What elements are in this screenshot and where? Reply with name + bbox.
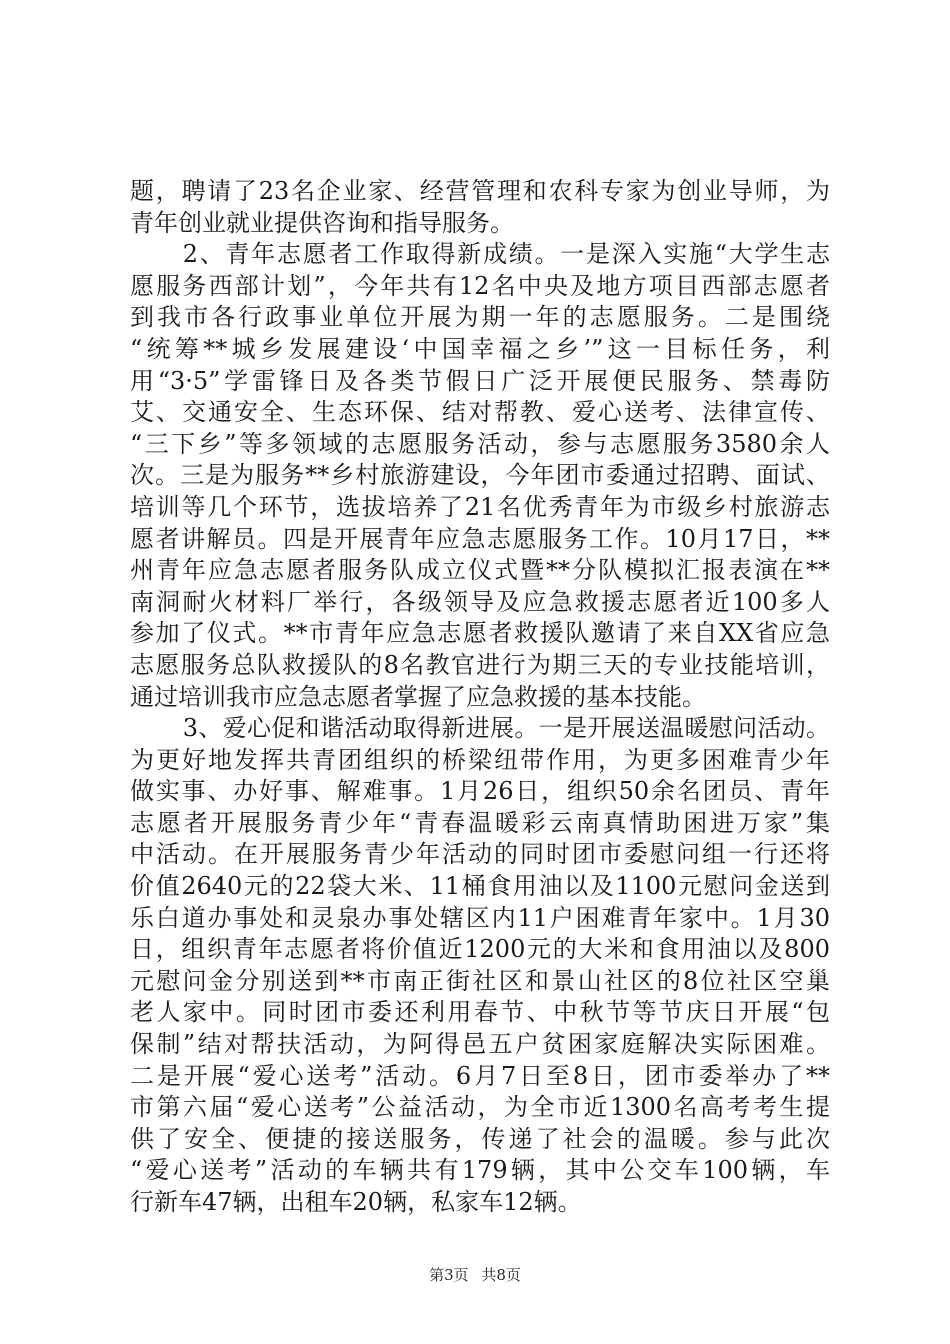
text-line: 到我市各行政事业单位开展为期一年的志愿服务。二是围绕 <box>130 303 830 332</box>
text-line: 通过培训我市应急志愿者掌握了应急救援的基本技能。 <box>130 682 706 711</box>
page-total: 共8页 <box>481 1266 521 1284</box>
text-line: 行新车47辆，出租车20辆，私家车12辆。 <box>130 1188 582 1216</box>
page-number: 第3页 <box>429 1266 469 1284</box>
text-line: 愿服务西部计划”，今年共有12名中央及地方项目西部志愿者 <box>130 271 830 300</box>
text-line: 青年创业就业提供咨询和指导服务。 <box>130 208 514 237</box>
text-line: 参加了仪式。**市青年应急志愿者救援队邀请了来自XX省应急 <box>130 619 830 648</box>
text-line: 供了安全、便捷的接送服务，传递了社会的温暖。参与此次 <box>130 1124 830 1153</box>
text-line: 二是开展“爱心送考”活动。6月7日至8日，团市委举办了** <box>130 1061 830 1090</box>
text-line: 老人家中。同时团市委还利用春节、中秋节等节庆日开展“包 <box>130 998 830 1027</box>
text-line: “统筹**城乡发展建设‘中国幸福之乡’”这一目标任务，利 <box>130 334 830 363</box>
text-line: 2、青年志愿者工作取得新成绩。一是深入实施“大学生志 <box>182 240 830 269</box>
text-line: 保制”结对帮扶活动，为阿得邑五户贫困家庭解决实际困难。 <box>130 1030 830 1059</box>
text-line: 志愿服务总队救援队的8名教官进行为期三天的专业技能培训， <box>130 650 830 679</box>
text-line: 愿者讲解员。四是开展青年应急志愿服务工作。10月17日，** <box>130 524 830 553</box>
text-line: 价值2640元的22袋大米、11桶食用油以及1100元慰问金送到 <box>130 872 830 901</box>
text-line: 志愿者开展服务青少年“青春温暖彩云南真情助困进万家”集 <box>130 808 830 837</box>
text-line: 市第六届“爱心送考”公益活动，为全市近1300名高考考生提 <box>130 1093 830 1122</box>
text-line: 中活动。在开展服务青少年活动的同时团市委慰问组一行还将 <box>130 840 830 869</box>
text-line: 乐白道办事处和灵泉办事处辖区内11户困难青年家中。1月30 <box>130 903 830 932</box>
text-line: 培训等几个环节，选拔培养了21名优秀青年为市级乡村旅游志 <box>130 492 830 521</box>
text-line: “三下乡”等多领域的志愿服务活动，参与志愿服务3580余人 <box>130 429 830 458</box>
text-line: 南洞耐火材料厂举行，各级领导及应急救援志愿者近100多人 <box>130 587 830 616</box>
text-line: 题，聘请了23名企业家、经营管理和农科专家为创业导师，为 <box>130 177 830 205</box>
page-footer <box>0 1264 950 1285</box>
text-line: 3、爱心促和谐活动取得新进展。一是开展送温暖慰问活动。 <box>182 714 830 743</box>
text-line: 艾、交通安全、生态环保、结对帮教、爱心送考、法律宣传、 <box>130 398 830 427</box>
text-line: 日，组织青年志愿者将价值近1200元的大米和食用油以及800 <box>130 935 830 964</box>
body-text <box>130 176 830 1219</box>
text-line: 做实事、办好事、解难事。1月26日，组织50余名团员、青年 <box>130 777 830 806</box>
text-line: 元慰问金分别送到**市南正街社区和景山社区的8位社区空巢 <box>130 966 830 995</box>
text-line: 次。三是为服务**乡村旅游建设，今年团市委通过招聘、面试、 <box>130 461 830 490</box>
text-line: 为更好地发挥共青团组织的桥梁纽带作用，为更多困难青少年 <box>130 745 830 774</box>
text-line: 用“3·5”学雷锋日及各类节假日广泛开展便民服务、禁毒防 <box>130 366 830 395</box>
text-line: “爱心送考”活动的车辆共有179辆，其中公交车100辆，车 <box>130 1156 830 1185</box>
text-line: 州青年应急志愿者服务队成立仪式暨**分队模拟汇报表演在** <box>130 556 830 585</box>
